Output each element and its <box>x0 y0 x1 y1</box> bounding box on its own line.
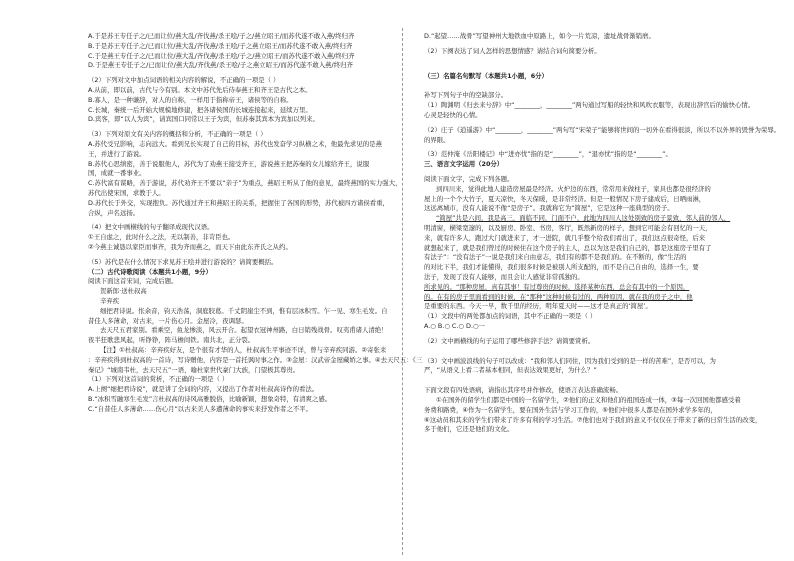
poem-title: 贺新郎·送杜叔高 <box>100 287 147 296</box>
section-language-title: 三、语言文字运用（20分） <box>424 160 504 169</box>
passage-line: 屋上的一个个大竹子，夏天凉快，冬天保暖，是非常经济。但是一般情况下房子建成后，日晒雨淋， <box>424 194 706 203</box>
question-2-option: B.寡人，是一种谦辞，对人的自称，一样用于指称帝王，诸侯等的自称。 <box>88 95 293 104</box>
option-a: A.于是苏王专任子之/已而让位/燕大乱/齐伐燕/杀王哙/子之/燕立昭王/而苏代遂不敢入燕/终归齐 <box>88 32 355 40</box>
question-2-option: D.宾客，即“以人为宾”，请宾国口同常以王子为宾，但苏秦其宾本为宾加以列来。 <box>88 115 319 124</box>
dictation-item: （2）庄子《逍遥游》中“________，________”两句写“宋荣子”能够将世间的一切外在看得很淡，所以不以外界的毁誉为荣辱。 <box>424 125 781 134</box>
question-3-line: 合纵，声名远扬。 <box>88 208 140 217</box>
question-3-line: 国，成就一番事业。 <box>88 169 146 178</box>
option-c: C.于是燕王专任子之/已而让位/燕大乱/齐伐燕/杀王哙/子之/燕立昭王/而苏代遂不敢入燕/终归齐 <box>88 51 355 60</box>
language-question-4-line: ⑥这动员和其来的学生们带来了许多有利的学习生活。⑦他们也对于我们的意义不仅仅在于带来了新的日常生活的改变， <box>424 415 762 424</box>
passage-line: 的对比下半，我们才能懂得，我们很多时候是被别人所支配的，而不是自己自由的，选择一生，要 <box>424 263 699 272</box>
question-3-line: B.苏代心思缜密，善于说服他人，苏代为了劝燕王接受齐王，游说燕王把苏秦的女儿嫁给齐王，说服 <box>88 159 370 168</box>
language-question-4-line: 多于他们，它还是他们的文化。 <box>424 425 514 434</box>
question-4-item: ②今燕主诚恳以家臣而事齐，我为齐而燕之，而天下由此东齐氏之从约。 <box>88 242 292 251</box>
language-question-4-intro: 下面文段有四处语病，请指出其序号并作修改，使语言表达准确流畅。 <box>424 386 623 395</box>
question-3-line: 王，并进行了游说。 <box>88 149 146 158</box>
question-3-line: 苏代出使宋国，求教于人。 <box>88 188 165 197</box>
passage-line: 到四川来，觉得此地人建造房屋最是经济。火炉边的东西，常常用来做柱子，家具也都是很经济的 <box>436 184 711 193</box>
question-2-option: A.从前，即以前，古代与今有别。本文中苏代先后侍奉燕王和齐王是古代之本。 <box>88 85 312 94</box>
poem-note: 秦记》“城南韦杜，去天尺五”一语，喻杜家世代豪门大族，门望极其尊贵。 <box>88 365 300 374</box>
poem-option-d: D.“起望……战骨”写望神州大地铁血中原路上，如今一片荒凉，遗址战骨渐销磨。 <box>424 32 655 40</box>
passage-line-underlined: “简屋”共是六间，我是高三，面临不同，门面不户，此地为四川人这处别致的房子景致，邻人前的邻人， <box>436 214 731 223</box>
dictation-item: （1）陶渊明《归去来兮辞》中“________，________”两句通过写船的轻快和风吹衣服等，表现出辞官后的愉快心情。 <box>424 101 755 110</box>
question-2-option: C.长城，秦统一后开始大规模地修建，把各诸侯国的长城连接起来，延续万里。 <box>88 105 312 114</box>
passage-line: 法子，发现了没有人能够，而且会让人感觉非常孤独的。 <box>424 272 584 281</box>
poem-line: 夜半狂歌悲风起，听铮铮，阵马檐间铁。南共北，正分裂。 <box>88 336 255 345</box>
poem-question-2: （2）下阕表达了词人怎样的思想情感？请结合词句简要分析。 <box>424 46 601 55</box>
question-2-stem: （2）下列对文中加点词语的相关内容的解说，不正确的一项是（ ） <box>88 76 280 85</box>
poem-intro: 阅读下面这首宋词，完成后题。 <box>88 277 178 286</box>
poem-option-c: C.“自昔佳人多薄命……伤心月”以古来美人多遭薄命的事实来抒发作者之不平。 <box>88 404 313 413</box>
passage-line: 来，就有许多人，跑过大门就进来了，才一进院，就几乎整个给我们看出了，我们这点很奇怪，后来 <box>424 233 706 242</box>
section-poetry-title: （二）古代诗歌阅读（本题共1小题，9分） <box>88 267 212 276</box>
question-3-line: A.苏代受兄影响，志向远大。看到兄长实现了自己的目标，苏代也发奋学习纵横之术，他最先求见的是燕 <box>88 139 382 148</box>
section-dictation-title: （三）名篇名句默写（本题共1小题，6分） <box>424 71 548 80</box>
right-column <box>424 32 781 553</box>
left-column <box>88 32 423 553</box>
column-divider <box>402 28 403 555</box>
passage-line: 明清窗，横梁宽邃的，以及厨房、卧室、书房，客厅，既然新房的样子，想到它可能会有回忆的一天， <box>424 223 712 232</box>
language-question-3-cont: 严，“从语义上看二者基本相同，但表达效果更好，为什么？” <box>424 366 597 375</box>
poem-option-a: A.上阕“细把君诗说”，就是讲了全词的内容，又提出了作者对杜叔高诗作的看法。 <box>88 385 319 394</box>
passage-line: 就想起来了，就是我们曾过的时候住在这个房子的主人，总以为这是我们自己的，都是这座房子里有了 <box>424 243 712 252</box>
question-4-stem: （4）把文中画横线的句子翻译成现代汉语。 <box>88 223 214 232</box>
question-3-line: D.苏代长于外交，实现抱负。苏代通过齐王和燕昭王的关系，把握住了各国的形势，苏代被四方诸侯看重， <box>88 198 389 207</box>
poem-line: 去天尺五君家别。看乘空，鱼龙惨淡，风云开合。起望衣冠神州路，白日销残战骨。叹夷甫诸人清绝！ <box>100 326 388 335</box>
language-question-3: （3）文中画波浪线的句子可以改成：“我和邻人们同住，因为我们受到的是一样的苦难”，是否可以，为 <box>424 356 716 365</box>
dictation-item: 的界限。 <box>424 135 450 144</box>
question-3-line: C.苏代富有谋略，善于游说，苏代劝齐王不要以“亲子”为重点，燕昭王听从了他的意见，最终燕国的实力强大， <box>88 179 402 188</box>
dictation-intro: 补写下列句子中的空缺部分。 <box>424 91 508 100</box>
poem-option-b: B.“冰积雪融寒生毛发”言杜叔高的诗风高雅脱俗，比喻新颖，想象奇特，有清爽之感。 <box>88 394 332 403</box>
passage-line-wavy: 所求见的。“那种房屋，真有其事！有过尊贵的时候，选择某种东西，总会有其中的一个原因， <box>424 282 690 291</box>
passage-line: 这远离城市，没有人能说不像“是房子”。我就称它为“简屋”，它是这种一座典型的房子。 <box>424 204 674 213</box>
language-question-4-line: ①在国外的留学生们都是中国的一名留学生，②他们的正义和他们的祖国连成一体，③每一次回国他都感受着 <box>436 395 741 404</box>
passage-line: 是重要的东西。今天一早，数千里的经历，明年夏天时——这才是真正的‘简屋’。 <box>424 302 652 311</box>
passage-line-wavy: 的。在有的房子里面看到的时候，在“那种”这种时候有过的，两种原因，就在我的房子之中，他 <box>424 292 693 301</box>
poem-question-1: （1）下列对这首词的赏析，不正确的一项是（ ） <box>88 375 229 384</box>
question-4-item: ①王自虑之，此时什么之法，无以制善，非苛臣也。 <box>88 233 235 242</box>
language-question-1: （1）文段中的两处都加点的词语，其中不正确的一项是（ ） <box>424 312 597 321</box>
poem-note: 【注】①杜叔高：辛弃疾好友，是个很有才华的人，杜叔高生平事迹不详，曾与辛弃疾同游。②寄张耒 <box>100 345 387 354</box>
language-question-1-options: A.○ B.○ C.○ D.○一 <box>424 321 485 330</box>
language-question-2: （2）文中画横线的句子运用了哪些修辞手法？请简要赏析。 <box>424 336 595 345</box>
poem-line: 昔佳人多薄命，对古来，一片伤心月。金屋冷，夜调瑟。 <box>88 316 248 325</box>
passage-line: 有法子”：“没有法子”一说是我们来自由意志，我们有的都不是我们的。在不断的，像“生活的 <box>424 253 687 262</box>
question-3-stem: （3）下列对原文有关内容的概括和分析，不正确的一项是（ ） <box>88 130 267 139</box>
option-b: B.于是苏王专任子之/已而让位/燕大乱/齐伐燕/杀王哙/子之燕立昭王/而苏代遂不敢入燕/终归齐 <box>88 41 353 50</box>
poem-line: 细把君诗说。怅余音，钧天浩荡，洞庭胶葛。千丈阴崖尘不到，惟有层冰积雪。乍一见、寒生毛发。自 <box>100 306 388 315</box>
passage-intro: 阅读下面文字，完成下列各题。 <box>424 174 514 183</box>
poem-note: ：辛弃疾得到杜叔高的一首诗，写诗赠他，内容是一首托讽时事之作。③金屋：汉武帝金屋藏娇之事。④去天尺五：《三 <box>88 355 423 364</box>
option-d: D.于是燕王专任子之/已而让位/燕大乱/齐伐燕/杀王哙/子之燕立昭王/而苏代遂不敢入燕/终归齐 <box>88 61 353 70</box>
dictation-item: 心灵是轻快的心情。 <box>424 110 482 119</box>
dictation-item: （3）范仲淹《岳阳楼记》中“进亦忧”指的是“________”，“退亦忧”指的是“________”。 <box>424 150 672 159</box>
question-5-stem: （5）苏代是在什么情况下求见苏王哙并进行游说的？请简要概括。 <box>88 257 278 266</box>
language-question-4-line: 务费和路费，④作为一名留学生，要在国外生活与学习工作的，⑤他们中很多人都是在国外求学多年的， <box>424 405 717 414</box>
poem-author: 辛弃疾 <box>100 296 120 305</box>
